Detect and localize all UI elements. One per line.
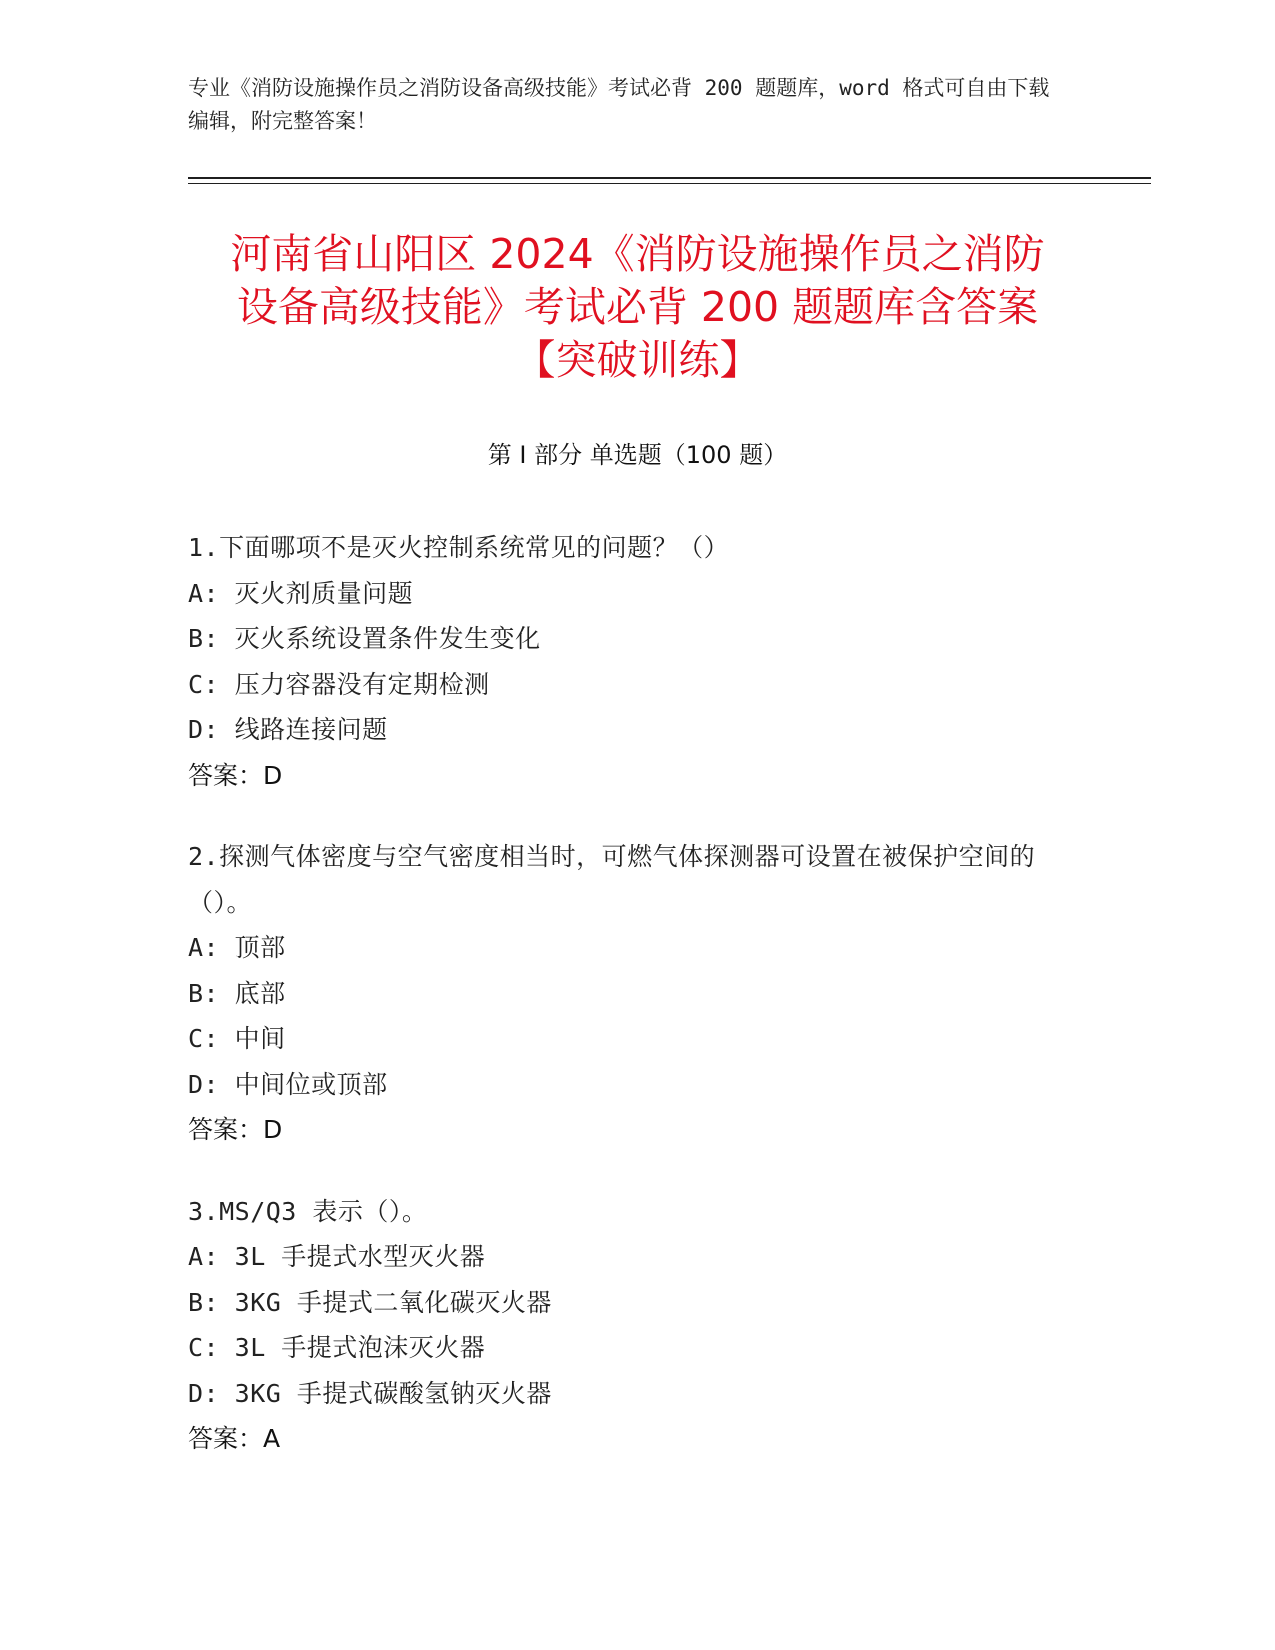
option-d: D: 线路连接问题 [188,715,388,744]
option-b: B: 灭火系统设置条件发生变化 [188,624,541,653]
question-stem: 3.MS/Q3 表示（）。 [188,1196,428,1226]
title-line-1: 河南省山阳区 2024《消防设施操作员之消防 [230,230,1045,278]
document-title [150,228,1125,387]
option-a: A: 顶部 [188,933,286,962]
option-b: B: 底部 [188,978,286,1008]
option-c: C: 压力容器没有定期检测 [188,669,490,699]
title-line-3: 【突破训练】 [514,336,761,384]
question-2 [188,834,1068,1153]
option-c: C: 3L 手提式泡沫灭火器 [188,1333,486,1362]
option-d: D: 3KG 手提式碳酸氢钠灭火器 [188,1378,552,1408]
header-divider-thin [188,183,1151,184]
intro-text: 专业《消防设施操作员之消防设备高级技能》考试必背 200 题题库，word 格式可自由下载编辑，附完整答案！ [188,76,1050,133]
question-3 [188,1189,1068,1462]
answer-line: 答案：A [188,1424,281,1453]
option-c: C: 中间 [188,1024,286,1053]
option-a: A: 灭火剂质量问题 [188,578,414,608]
option-d: D: 中间位或顶部 [188,1069,388,1099]
question-stem: 1.下面哪项不是灭火控制系统常见的问题？（） [188,533,730,562]
answer-line: 答案：D [188,760,283,790]
title-line-2: 设备高级技能》考试必背 200 题题库含答案 [236,283,1039,331]
option-a: A: 3L 手提式水型灭火器 [188,1242,486,1271]
section-heading: 第 I 部分 单选题（100 题） [487,441,788,469]
header-divider-thick [188,177,1151,179]
option-b: B: 3KG 手提式二氧化碳灭火器 [188,1287,552,1317]
question-1 [188,525,1068,798]
question-list [188,525,1068,1498]
question-stem: 2.探测气体密度与空气密度相当时，可燃气体探测器可设置在被保护空间的（）。 [188,842,1036,917]
answer-line: 答案：D [188,1115,283,1144]
